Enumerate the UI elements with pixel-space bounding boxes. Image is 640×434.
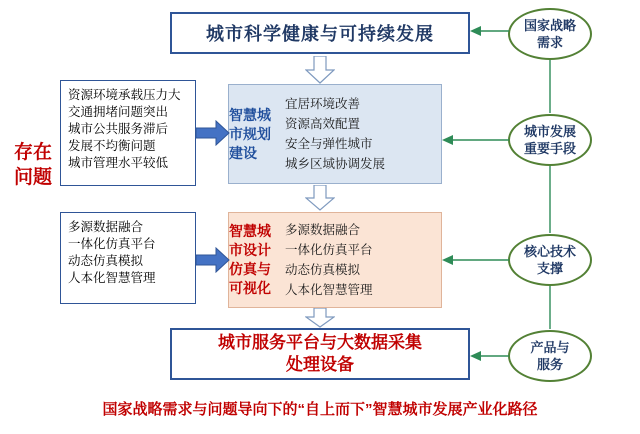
list-item: 动态仿真模拟 (285, 263, 361, 277)
bottom-box-line2: 处理设备 (286, 355, 354, 374)
list-item: 城市公共服务滞后 (68, 122, 169, 136)
arrow-down-title-to-planning (305, 56, 335, 86)
ellipse-core-technology: 核心技术 支撑 (508, 234, 592, 286)
arrow-down-simulation-to-platform (305, 308, 335, 338)
connector-strategy-development (546, 60, 554, 114)
list-item: 动态仿真模拟 (68, 254, 144, 268)
arrow-right-problems-to-planning (196, 120, 230, 146)
panel-blue-items (281, 85, 441, 183)
ellipse-national-strategy: 国家战略 需求 (508, 8, 592, 60)
arrow-green-technology-to-simulation (442, 253, 510, 267)
left-section-label: 存在问题 (14, 142, 53, 188)
list-item: 城市管理水平较低 (68, 156, 169, 170)
top-title-text: 城市科学健康与可持续发展 (206, 24, 434, 44)
list-item: 一体化仿真平台 (285, 243, 373, 257)
list-item: 资源高效配置 (285, 117, 361, 131)
ellipse-city-development: 城市发展 重要手段 (508, 114, 592, 166)
list-item: 多源数据融合 (285, 223, 361, 237)
arrow-right-problems-to-simulation (196, 247, 230, 273)
smart-city-simulation-panel (228, 212, 442, 308)
smart-city-planning-panel (228, 84, 442, 184)
list-item: 发展不均衡问题 (68, 139, 156, 153)
arrow-green-strategy-to-title (470, 24, 510, 38)
problems-list-bottom (60, 212, 196, 304)
list-item: 城乡区域协调发展 (285, 157, 386, 171)
list-item: 一体化仿真平台 (68, 237, 156, 251)
list-item: 多源数据融合 (68, 220, 144, 234)
list-item: 资源环境承载压力大 (68, 88, 181, 102)
arrow-green-development-to-planning (442, 133, 510, 147)
list-item: 人本化智慧管理 (68, 271, 156, 285)
top-title-box (170, 12, 470, 54)
arrow-down-planning-to-simulation (305, 185, 335, 215)
connector-technology-products (546, 286, 554, 330)
list-item: 人本化智慧管理 (285, 283, 373, 297)
panel-red-title: 智慧城市设计仿真与可视化 (229, 223, 271, 296)
list-item: 宜居环境改善 (285, 97, 361, 111)
list-item: 交通拥堵问题突出 (68, 105, 169, 119)
connector-development-technology (546, 166, 554, 234)
bottom-box-line1: 城市服务平台与大数据采集 (218, 333, 422, 352)
problems-list-top (60, 80, 196, 186)
panel-blue-title: 智慧城市规划建设 (229, 106, 271, 161)
ellipse-products-services: 产品与 服务 (508, 330, 592, 382)
list-item: 安全与弹性城市 (285, 137, 373, 151)
arrow-green-products-to-platform (470, 349, 510, 363)
panel-red-items (281, 213, 441, 307)
figure-caption: 国家战略需求与问题导向下的“自上而下”智慧城市发展产业化路径 (102, 401, 538, 418)
